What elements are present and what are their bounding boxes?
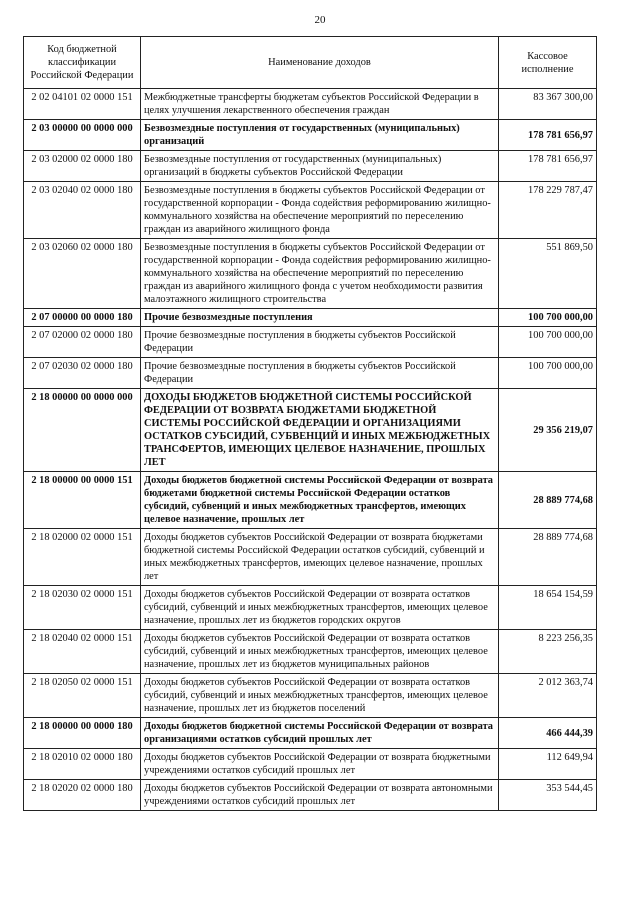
table-row xyxy=(24,529,597,586)
row-code: 2 18 00000 00 0000 180 xyxy=(24,718,141,749)
row-name: Доходы бюджетов бюджетной системы Российской Федерации от возврата организациями остатков субсидий прошлых лет xyxy=(141,718,499,749)
row-amount: 178 229 787,47 xyxy=(499,182,597,239)
row-amount: 353 544,45 xyxy=(499,780,597,811)
table-row xyxy=(24,749,597,780)
row-amount: 28 889 774,68 xyxy=(499,529,597,586)
row-amount: 466 444,39 xyxy=(499,718,597,749)
table-row xyxy=(24,389,597,472)
header-amount: Кассовое исполнение xyxy=(499,37,597,89)
row-code: 2 07 00000 00 0000 180 xyxy=(24,309,141,327)
table-row xyxy=(24,120,597,151)
row-code: 2 03 00000 00 0000 000 xyxy=(24,120,141,151)
table-row xyxy=(24,151,597,182)
row-amount: 112 649,94 xyxy=(499,749,597,780)
row-amount: 29 356 219,07 xyxy=(499,389,597,472)
table-row xyxy=(24,358,597,389)
header-name: Наименование доходов xyxy=(141,37,499,89)
row-name: Прочие безвозмездные поступления в бюджеты субъектов Российской Федерации xyxy=(141,327,499,358)
row-code: 2 18 02020 02 0000 180 xyxy=(24,780,141,811)
row-code: 2 18 02010 02 0000 180 xyxy=(24,749,141,780)
row-code: 2 03 02040 02 0000 180 xyxy=(24,182,141,239)
row-name: ДОХОДЫ БЮДЖЕТОВ БЮДЖЕТНОЙ СИСТЕМЫ РОССИЙСКОЙ ФЕДЕРАЦИИ ОТ ВОЗВРАТА БЮДЖЕТАМИ БЮДЖЕТНОЙ СИСТЕМЫ РОССИЙСКОЙ ФЕДЕРАЦИИ И ОРГАНИЗАЦИЯМИ ОСТАТКОВ СУБСИДИЙ, СУБВЕНЦИЙ И ИНЫХ МЕЖБЮДЖЕТНЫХ ТРАНСФЕРТОВ, ИМЕЮЩИХ ЦЕЛЕВОЕ НАЗНАЧЕНИЕ, ПРОШЛЫХ ЛЕТ xyxy=(141,389,499,472)
row-code: 2 02 04101 02 0000 151 xyxy=(24,89,141,120)
page-number: 20 xyxy=(314,14,326,26)
row-code: 2 18 02030 02 0000 151 xyxy=(24,586,141,630)
table-row xyxy=(24,182,597,239)
row-amount: 100 700 000,00 xyxy=(499,309,597,327)
row-amount: 100 700 000,00 xyxy=(499,358,597,389)
row-name: Прочие безвозмездные поступления xyxy=(141,309,499,327)
row-name: Доходы бюджетов бюджетной системы Российской Федерации от возврата бюджетами бюджетной системы Российской Федерации остатков субсидий, субвенций и иных межбюджетных трансфертов, имеющих целевое назначение, прошлых лет xyxy=(141,472,499,529)
row-amount: 2 012 363,74 xyxy=(499,674,597,718)
row-name: Безвозмездные поступления от государственных (муниципальных) организаций xyxy=(141,120,499,151)
row-name: Безвозмездные поступления в бюджеты субъектов Российской Федерации от государственной корпорации - Фонда содействия реформированию жилищно-коммунального хозяйства на обеспечение мероприятий по переселению граждан из аварийного жилищного фонда xyxy=(141,182,499,239)
row-code: 2 18 02000 02 0000 151 xyxy=(24,529,141,586)
table-row xyxy=(24,309,597,327)
row-name: Доходы бюджетов субъектов Российской Федерации от возврата остатков субсидий, субвенций и иных межбюджетных трансфертов, имеющих целевое назначение, прошлых лет из бюджетов городских округов xyxy=(141,586,499,630)
row-code: 2 07 02030 02 0000 180 xyxy=(24,358,141,389)
row-amount: 178 781 656,97 xyxy=(499,151,597,182)
row-amount: 18 654 154,59 xyxy=(499,586,597,630)
table-row xyxy=(24,472,597,529)
row-amount: 8 223 256,35 xyxy=(499,630,597,674)
row-amount: 100 700 000,00 xyxy=(499,327,597,358)
row-amount: 28 889 774,68 xyxy=(499,472,597,529)
row-code: 2 18 02050 02 0000 151 xyxy=(24,674,141,718)
row-amount: 178 781 656,97 xyxy=(499,120,597,151)
table-row xyxy=(24,630,597,674)
row-name: Доходы бюджетов субъектов Российской Федерации от возврата бюджетами бюджетной системы Российской Федерации остатков субсидий, субвенций и иных межбюджетных трансфертов, имеющих целевое назначение, прошлых лет xyxy=(141,529,499,586)
row-amount: 83 367 300,00 xyxy=(499,89,597,120)
revenue-table xyxy=(23,36,597,811)
row-name: Безвозмездные поступления от государственных (муниципальных) организаций в бюджеты субъектов Российской Федерации xyxy=(141,151,499,182)
row-amount: 551 869,50 xyxy=(499,239,597,309)
row-name: Прочие безвозмездные поступления в бюджеты субъектов Российской Федерации xyxy=(141,358,499,389)
row-name: Доходы бюджетов субъектов Российской Федерации от возврата бюджетными учреждениями остатков субсидий прошлых лет xyxy=(141,749,499,780)
row-name: Доходы бюджетов субъектов Российской Федерации от возврата остатков субсидий, субвенций и иных межбюджетных трансфертов, имеющих целевое назначение, прошлых лет из бюджетов муниципальных районов xyxy=(141,630,499,674)
row-code: 2 18 00000 00 0000 151 xyxy=(24,472,141,529)
table-row xyxy=(24,586,597,630)
table-row xyxy=(24,89,597,120)
table-row xyxy=(24,327,597,358)
row-name: Доходы бюджетов субъектов Российской Федерации от возврата автономными учреждениями остатков субсидий прошлых лет xyxy=(141,780,499,811)
row-name: Безвозмездные поступления в бюджеты субъектов Российской Федерации от государственной корпорации - Фонда содействия реформированию жилищно-коммунального хозяйства на обеспечение мероприятий по переселению граждан из аварийного жилищного фонда с учетом необходимости развития малоэтажного жилищного строительства xyxy=(141,239,499,309)
table-row xyxy=(24,674,597,718)
row-name: Межбюджетные трансферты бюджетам субъектов Российской Федерации в целях улучшения лекарственного обеспечения граждан xyxy=(141,89,499,120)
table-header-row xyxy=(24,37,597,89)
row-code: 2 07 02000 02 0000 180 xyxy=(24,327,141,358)
table-row xyxy=(24,239,597,309)
row-name: Доходы бюджетов субъектов Российской Федерации от возврата остатков субсидий, субвенций и иных межбюджетных трансфертов, имеющих целевое назначение, прошлых лет из бюджетов поселений xyxy=(141,674,499,718)
row-code: 2 18 00000 00 0000 000 xyxy=(24,389,141,472)
row-code: 2 03 02000 02 0000 180 xyxy=(24,151,141,182)
table-row xyxy=(24,780,597,811)
row-code: 2 03 02060 02 0000 180 xyxy=(24,239,141,309)
table-row xyxy=(24,718,597,749)
header-code: Код бюджетной классификации Российской Федерации xyxy=(24,37,141,89)
row-code: 2 18 02040 02 0000 151 xyxy=(24,630,141,674)
